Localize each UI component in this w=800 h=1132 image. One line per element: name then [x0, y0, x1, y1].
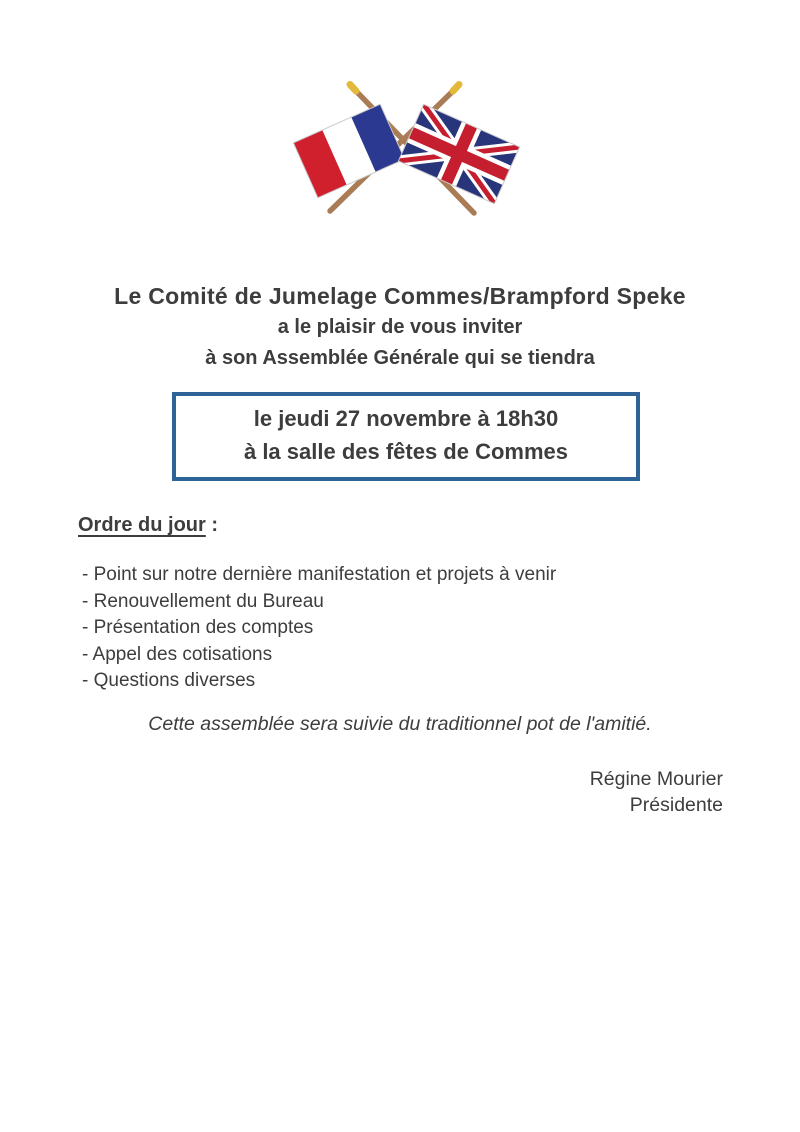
left-pole-gold-tip — [350, 85, 356, 92]
crossed-france-uk-flags-image — [287, 76, 527, 224]
agenda-list — [82, 562, 556, 695]
intro-line-2: à son Assemblée Générale qui se tiendra — [205, 347, 595, 369]
signature-name: Régine Mourier — [589, 768, 723, 790]
intro-line-1: a le plaisir de vous inviter — [277, 316, 523, 338]
agenda-item: - Appel des cotisations — [82, 643, 273, 665]
agenda-heading — [78, 514, 218, 537]
title-block — [0, 280, 800, 374]
uk-flag — [398, 104, 519, 203]
venue-box-place-line: à la salle des fêtes de Commes — [243, 439, 569, 464]
agenda-item: - Renouvellement du Bureau — [82, 590, 324, 612]
agenda-item: - Questions diverses — [82, 670, 256, 691]
agenda-item: - Point sur notre dernière manifestation et projets à venir — [82, 564, 557, 585]
agenda-heading-label: Ordre du jour — [78, 514, 206, 536]
signature-block — [590, 766, 723, 818]
french-flag — [293, 104, 404, 197]
closing-note: Cette assemblée sera suivie du traditionnel pot de l'amitié. — [148, 713, 652, 735]
venue-box — [172, 392, 640, 481]
crossed-flags-icon — [287, 76, 527, 224]
page-title: Le Comité de Jumelage Commes/Brampford Speke — [114, 283, 686, 309]
agenda-item: - Présentation des comptes — [82, 617, 314, 638]
signature-role: Présidente — [629, 794, 723, 816]
agenda-heading-colon: : — [205, 514, 219, 536]
right-pole-gold-tip — [453, 85, 459, 92]
venue-box-date-line: le jeudi 27 novembre à 18h30 — [253, 406, 559, 431]
